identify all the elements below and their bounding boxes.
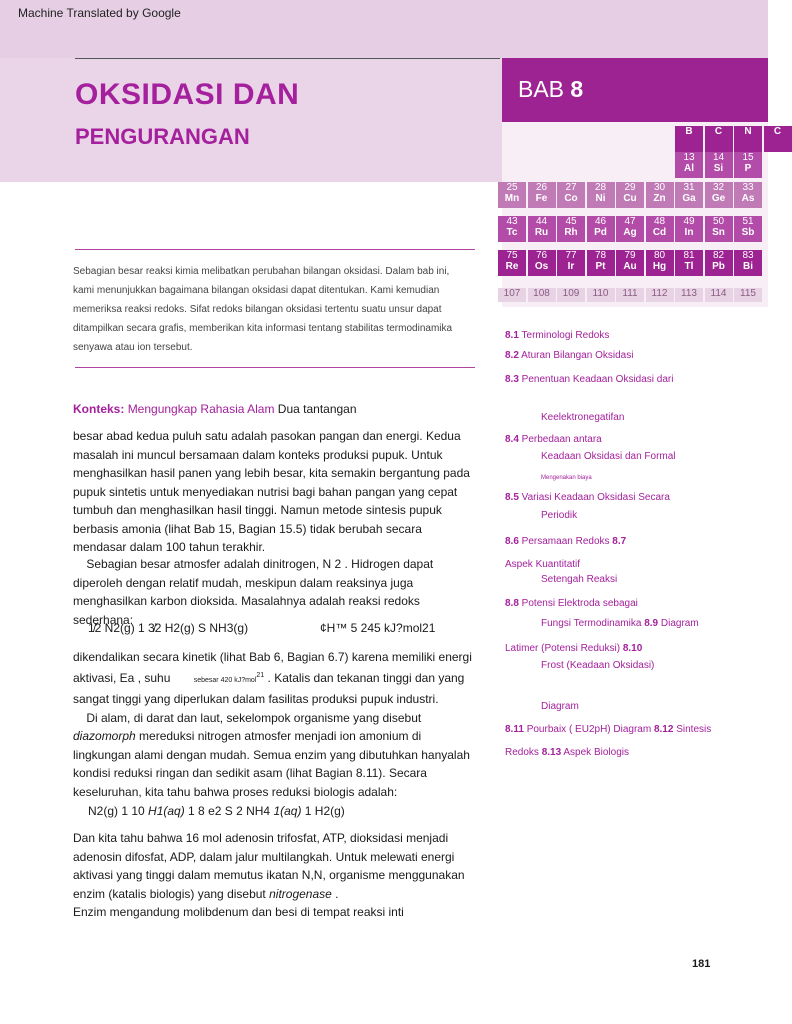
toc-label: Aspek Biologis (561, 747, 629, 758)
toc-label: Aturan Bilangan Oksidasi (518, 350, 634, 361)
element-number: 32 (712, 182, 725, 193)
toc-number: 8.4 (505, 434, 519, 445)
element-symbol: Pd (594, 227, 607, 238)
toc-item-8-7-cont: Setengah Reaksi (541, 574, 618, 585)
element-symbol: Tl (684, 261, 694, 272)
element-cell (705, 216, 733, 242)
toc-number: 8.11 (505, 724, 524, 735)
toc-number: 8.9 (644, 618, 659, 629)
element-number: 108 (533, 288, 550, 299)
paragraph-3 (73, 648, 473, 801)
element-symbol: C (773, 126, 782, 137)
paragraph-5-text-a: Dan kita tahu bahwa 16 mol adenosin trifosfat, ATP, dioksidasi menjadi adenosin difosfat, ADP, dalam jalur multilangkah. Untuk melewati energi aktivasi yang tinggi dalam memutus ikatan N,N, organisme menggunakan enzim (katalis biologis) yang disebut (73, 831, 465, 901)
element-symbol: Al (684, 163, 694, 174)
element-number: 15 (742, 152, 754, 163)
element-number: 25 (506, 182, 518, 193)
element-symbol: As (741, 193, 755, 204)
equation-2-part-d: 1(aq) (273, 804, 302, 818)
toc-label: Potensi Elektroda sebagai (518, 598, 638, 609)
element-number: 76 (535, 250, 548, 261)
element-cell (587, 216, 615, 242)
paragraph-2-text: Sebagian besar atmosfer adalah dinitrogen, N 2 . Hidrogen dapat diperoleh dengan relatif mudah, meskipun dalam reaksinya juga menghasilkan karbon dioksida. Masalahnya adalah reaksi redoks sederhana: (73, 557, 434, 627)
context-heading (73, 402, 357, 416)
element-symbol: B (685, 126, 693, 137)
toc-item-8-8-cont (541, 618, 699, 629)
intro-text: Sebagian besar reaksi kimia melibatkan perubahan bilangan oksidasi. Dalam bab ini, kami menunjukkan bagaimana bilangan oksidasi dapat ditentukan. Kami kemudian memeriksa reaksi redoks. Sifat redoks bilangan oksidasi tertentu suatu unsur dapat ditampilkan secara grafis, memberikan kita informasi tentang stabilitas termodinamika senyawa atau ion tersebut. (73, 266, 453, 353)
toc-number: 8.6 (505, 536, 519, 547)
element-number: 110 (592, 288, 609, 299)
element-cell (557, 182, 585, 208)
toc-number: 8.13 (541, 747, 562, 758)
element-number: 82 (712, 250, 725, 261)
toc-number: 8.1 (505, 330, 519, 341)
element-symbol: Si (713, 163, 724, 174)
element-number: 31 (683, 182, 695, 193)
toc-item-8-1[interactable] (505, 330, 609, 341)
element-symbol: Ir (567, 261, 575, 272)
paragraph-3-text-a: dikendalikan secara kinetik (lihat Bab 6, Bagian 6.7) karena memiliki energi aktivasi, Ea , suhu (73, 650, 472, 685)
element-number: 81 (683, 250, 695, 261)
toc-label: Persamaan Redoks (518, 536, 613, 547)
element-cell (675, 152, 703, 178)
element-cell (705, 182, 733, 208)
equation-2-part-e: 1 H2(g) (301, 804, 345, 818)
element-cell (557, 216, 585, 242)
equation-2-part-c: 1 8 e2 S 2 NH4 (184, 804, 274, 818)
element-symbol: N (744, 126, 752, 137)
term-nitrogenase: nitrogenase (269, 886, 332, 901)
element-number: 77 (565, 250, 577, 261)
paragraph-2 (73, 555, 473, 629)
toc-item-8-6[interactable] (505, 536, 626, 547)
element-symbol: Ga (682, 193, 696, 204)
toc-item-8-8[interactable] (505, 598, 638, 609)
context-title: Mengungkap Rahasia Alam (127, 402, 275, 416)
element-number: 43 (506, 216, 518, 227)
element-symbol: Re (505, 261, 519, 272)
equation-1 (88, 621, 438, 635)
element-symbol: Bi (743, 261, 753, 272)
element-symbol: Rh (564, 227, 578, 238)
term-diazomorph: diazomorph (73, 729, 136, 743)
element-cell (675, 288, 703, 302)
equation-1-enthalpy: ¢H™ 5 245 kJ?mol21 (320, 621, 436, 635)
element-cell (616, 250, 644, 276)
element-cell (646, 250, 674, 276)
element-number: 14 (712, 152, 725, 163)
toc-number: 8.12 (653, 724, 674, 735)
element-symbol: Ni (595, 193, 606, 204)
element-symbol: Tc (506, 227, 518, 238)
element-cell (705, 288, 733, 302)
page-number: 181 (692, 958, 711, 970)
element-symbol: Hg (652, 261, 667, 272)
element-cell (528, 250, 556, 276)
toc-number: 8.8 (505, 598, 519, 609)
element-number: 113 (681, 288, 697, 299)
element-symbol: Cd (652, 227, 667, 238)
element-number: 50 (712, 216, 725, 227)
element-number: 109 (562, 288, 580, 299)
element-number: 83 (742, 250, 754, 261)
toc-label: Redoks (505, 747, 542, 758)
toc-number: 8.7 (612, 536, 627, 547)
element-cell (646, 288, 674, 302)
chapter-badge (502, 58, 768, 122)
element-cell (734, 182, 762, 208)
element-symbol: Os (534, 261, 549, 272)
periodic-table-graphic (502, 122, 782, 307)
element-cell (587, 250, 615, 276)
element-symbol: Ag (623, 227, 637, 238)
element-cell (616, 288, 644, 302)
element-cell (705, 126, 733, 152)
element-cell (734, 288, 762, 302)
toc-item-8-5[interactable] (505, 492, 670, 503)
element-cell (705, 250, 733, 276)
element-number: 79 (624, 250, 636, 261)
element-symbol: Pb (712, 261, 725, 272)
toc-item-8-10[interactable]: Frost (Keadaan Oksidasi) (541, 660, 655, 671)
paragraph-5-text-b: . (331, 886, 339, 901)
toc-item-8-4-note: Mengenakan biaya (541, 475, 592, 481)
element-symbol: Mn (504, 193, 520, 204)
element-cell (764, 126, 792, 152)
chapter-number: 8 (570, 76, 584, 102)
element-number: 114 (710, 288, 727, 299)
element-cell (587, 182, 615, 208)
element-symbol: C (714, 126, 723, 137)
toc-number: 8.3 (505, 374, 519, 385)
element-cell (734, 152, 762, 178)
toc-label: Diagram (658, 618, 699, 629)
activation-energy-value: sebesar 420 kJ?mol (193, 676, 257, 684)
chapter-label: BAB (518, 76, 565, 102)
paragraph-3-text-b: . Katalis dan tekanan tinggi dan yang sangat tinggi yang diperlukan dalam fasilitas produksi pupuk industri. (73, 670, 465, 706)
context-lead: Dua tantangan (274, 402, 357, 416)
toc-item-8-12[interactable] (505, 747, 629, 758)
toc-label: Latimer (Potensi Reduksi) (505, 643, 623, 654)
toc-item-8-3-cont: Keelektronegatifan (541, 412, 625, 423)
element-number: 27 (565, 182, 577, 193)
equation-2 (88, 804, 345, 818)
element-symbol: Fe (535, 193, 548, 204)
paragraph-4-text-b: mereduksi nitrogen atmosfer menjadi ion amonium di lingkungan alami dengan mudah. Semua enzim yang dibutuhkan hanyalah kondisi reduksi ringan dan sedikit asam (lihat Bagian 8.11). Secara keseluruhan, kita tahu bahwa proses reduksi biologis adalah: (73, 729, 470, 799)
element-number: 51 (742, 216, 754, 227)
element-number: 111 (622, 288, 638, 299)
toc-item-8-10-cont: Diagram (541, 701, 579, 712)
toc-label: Variasi Keadaan Oksidasi Secara (518, 492, 670, 503)
element-cell (705, 152, 733, 178)
element-number: 78 (594, 250, 607, 261)
element-number: 45 (565, 216, 577, 227)
element-cell (646, 216, 674, 242)
equation-2-part-a: N2(g) 1 10 (88, 804, 149, 818)
element-number: 112 (651, 288, 668, 299)
element-cell (498, 250, 526, 276)
element-cell (498, 182, 526, 208)
intro-rule-top (75, 249, 475, 250)
element-symbol: Sn (712, 227, 725, 238)
chapter-subtitle: PENGURANGAN (75, 124, 250, 149)
element-number: 47 (624, 216, 636, 227)
toc-item-8-4[interactable] (505, 434, 602, 445)
activation-energy-exponent: 21 (256, 671, 265, 679)
element-symbol: P (744, 163, 752, 174)
equation-1-reaction: 1̸2 N2(g) 1 3̸2 H2(g) S NH3(g) (88, 621, 249, 635)
element-number: 28 (594, 182, 607, 193)
equation-2-part-b: H1(aq) (148, 804, 185, 818)
element-cell (498, 288, 526, 302)
element-cell (528, 182, 556, 208)
element-cell (675, 216, 703, 242)
element-number: 33 (742, 182, 754, 193)
element-cell (675, 126, 703, 152)
toc-item-8-9[interactable] (505, 643, 642, 654)
toc-number: 8.5 (505, 492, 519, 503)
element-number: 26 (535, 182, 548, 193)
toc-label: Fungsi Termodinamika (541, 618, 645, 629)
toc-item-8-2[interactable] (505, 350, 633, 361)
toc-item-8-11[interactable] (505, 724, 711, 735)
element-cell (646, 182, 674, 208)
paragraph-1: besar abad kedua puluh satu adalah pasokan pangan dan energi. Kedua masalah ini muncul bersamaan dalam konteks produksi pupuk. Untuk menghasilkan hasil panen yang lebih besar, kita semakin bergantung pada pupuk sintetis untuk menyediakan nutrisi bagi bahan pangan yang cepat tumbuh dan menghasilkan hasil tinggi. Namun metode sintesis pupuk berbasis amonia (lihat Bab 15, Bagian 15.5) tidak berubah secara mendasar dalam 100 tahun terakhir. (73, 429, 470, 554)
element-cell (675, 250, 703, 276)
element-cell (675, 182, 703, 208)
toc-number: 8.2 (505, 350, 519, 361)
element-symbol: Co (564, 193, 578, 204)
element-cell (616, 182, 644, 208)
element-cell (616, 216, 644, 242)
element-cell (528, 288, 556, 302)
toc-label: Penentuan Keadaan Oksidasi dari (518, 374, 674, 385)
paragraph-5 (73, 829, 473, 922)
element-cell (734, 250, 762, 276)
element-cell (734, 216, 762, 242)
toc-label: Perbedaan antara (518, 434, 602, 445)
element-cell (557, 288, 585, 302)
toc-label: Sintesis (673, 724, 712, 735)
element-cell (528, 216, 556, 242)
translation-banner: Machine Translated by Google (18, 6, 181, 20)
element-number: 46 (594, 216, 607, 227)
context-label: Konteks: (73, 402, 125, 416)
element-number: 44 (535, 216, 548, 227)
toc-label: Pourbaix ( EU2pH) Diagram (523, 724, 654, 735)
element-number: 80 (653, 250, 666, 261)
element-number: 107 (503, 288, 521, 299)
element-symbol: Sb (741, 227, 755, 238)
toc-item-8-7[interactable]: Aspek Kuantitatif (505, 559, 581, 570)
toc-item-8-3[interactable] (505, 374, 673, 385)
intro-rule-bottom (75, 367, 475, 368)
paragraph-4-text-a: Di alam, di darat dan laut, sekelompok organisme yang disebut (86, 710, 422, 725)
element-symbol: Ge (711, 193, 726, 204)
element-number: 48 (653, 216, 666, 227)
element-symbol: Ru (534, 227, 549, 238)
paragraph-6: Enzim mengandung molibdenum dan besi di tempat reaksi inti (73, 905, 404, 919)
element-cell (498, 216, 526, 242)
element-symbol: Cu (623, 193, 637, 204)
element-cell (557, 250, 585, 276)
toc-number: 8.10 (622, 643, 643, 654)
element-cell (587, 288, 615, 302)
element-symbol: Zn (653, 193, 666, 204)
element-symbol: Pt (595, 261, 606, 272)
element-symbol: Au (623, 261, 637, 272)
element-number: 115 (740, 288, 756, 299)
element-cell (734, 126, 762, 152)
element-number: 30 (653, 182, 666, 193)
element-number: 75 (506, 250, 518, 261)
chapter-title: OKSIDASI DAN (75, 78, 300, 111)
header-rule (75, 58, 500, 59)
toc-label: Terminologi Redoks (518, 330, 610, 341)
toc-item-8-4-cont: Keadaan Oksidasi dan Formal (541, 451, 676, 462)
element-number: 29 (624, 182, 636, 193)
element-symbol: In (684, 227, 694, 238)
element-number: 13 (683, 152, 695, 163)
element-number: 49 (683, 216, 695, 227)
toc-item-8-5-cont: Periodik (541, 510, 578, 521)
